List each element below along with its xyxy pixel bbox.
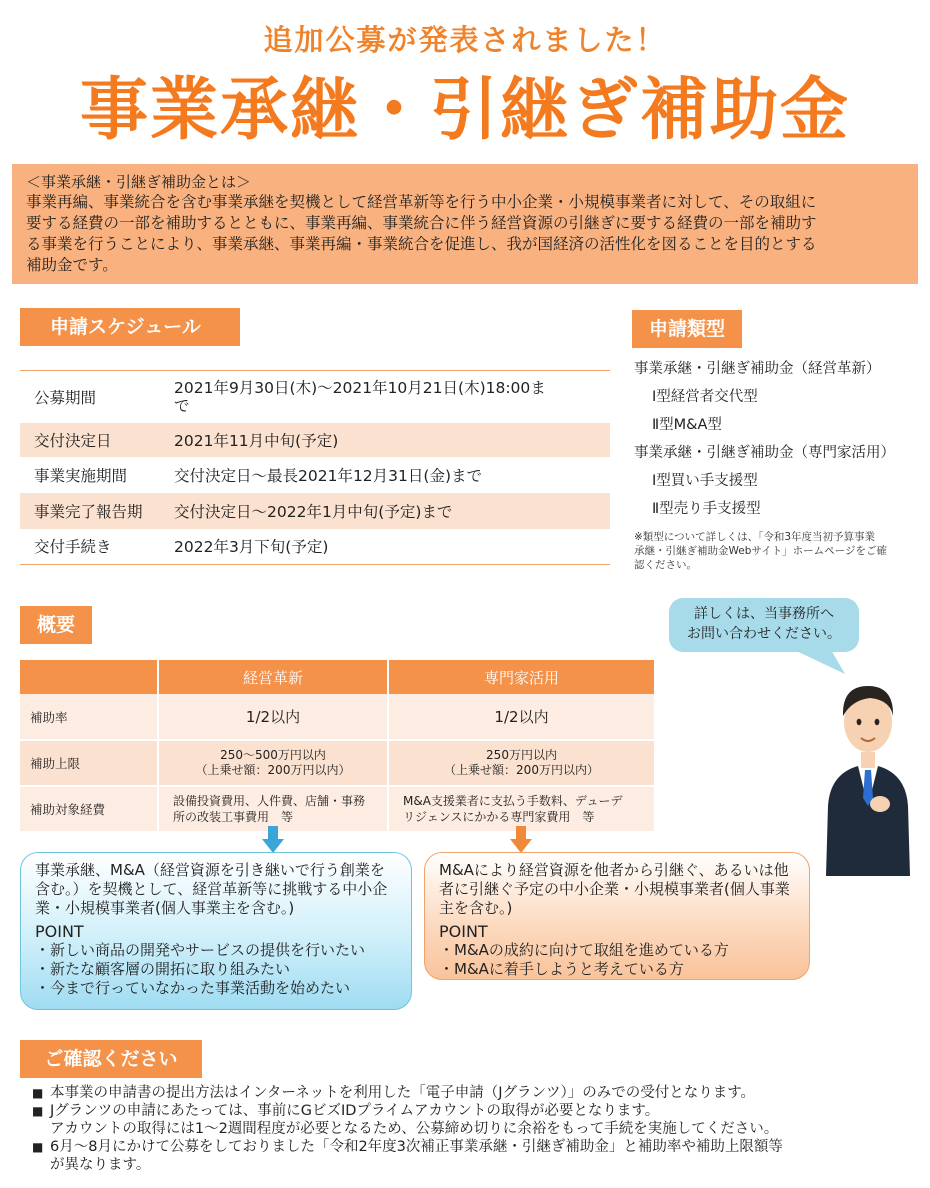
table-header-row xyxy=(20,660,655,694)
arrow-down-icon xyxy=(510,826,532,854)
table-row xyxy=(20,694,655,740)
types-list xyxy=(634,355,924,523)
about-line: 要する経費の一部を補助するとともに、事業再編、事業統合に伴う経営資源の引継ぎに要する経費の一部を補助す xyxy=(26,214,817,232)
management-innovation-box xyxy=(20,852,412,1010)
box-line: 含む。）を契機として、経営革新等に挑戦する中小企 xyxy=(35,880,388,898)
box-line: 事業承継、M&A（経営資源を引き継いで行う創業を xyxy=(35,861,385,879)
overview-key: 補助上限 xyxy=(20,740,158,786)
about-line: 事業再編、事業統合を含む事業承継を契機として経営革新等を行う中小企業・小規模事業者に対して、その取組に xyxy=(26,193,817,211)
schedule-key: 交付決定日 xyxy=(34,431,112,450)
column-header-empty xyxy=(20,660,158,694)
speech-bubble xyxy=(669,598,859,652)
expert-utilization-box xyxy=(424,852,810,980)
box-line: 業・小規模事業者(個人事業主を含む。) xyxy=(35,899,295,917)
confirm-text: 6月～8月にかけて公募をしておりました「令和2年度3次補正事業承継・引継ぎ補助金」と補助率や補助上限額等 xyxy=(50,1139,783,1155)
types-label: 申請類型 xyxy=(632,310,742,348)
table-row xyxy=(20,423,610,457)
overview-table xyxy=(20,660,656,833)
schedule-value xyxy=(160,371,610,423)
schedule-value: 2021年11月中旬(予定) xyxy=(174,431,339,450)
schedule-value-line: で xyxy=(174,396,190,415)
overview-value-line: リジェンスにかかる専門家費用 等 xyxy=(403,810,595,824)
table-row xyxy=(20,740,655,786)
overview-value-line: 設備投資費用、人件費、店舗・事務 xyxy=(173,794,366,808)
table-row xyxy=(20,529,610,565)
point-heading: POINT xyxy=(35,922,84,941)
about-section xyxy=(12,164,918,284)
confirm-label: ご確認ください xyxy=(20,1040,202,1078)
box-line: 主を含む。) xyxy=(439,899,513,917)
overview-value-line: 250万円以内 xyxy=(486,748,557,762)
schedule-table xyxy=(20,370,610,565)
square-bullet-icon: ■ xyxy=(32,1104,44,1118)
square-bullet-icon: ■ xyxy=(32,1086,44,1100)
speech-line: 詳しくは、当事務所へ xyxy=(694,606,834,622)
type-item: 事業承継・引継ぎ補助金（専門家活用） xyxy=(634,445,895,461)
schedule-value: 交付決定日～最長2021年12月31日(金)まで xyxy=(174,466,482,485)
announcement-subtitle: 追加公募が発表されました！ xyxy=(263,23,667,57)
overview-key: 補助対象経費 xyxy=(20,786,158,832)
businessman-illustration-icon xyxy=(818,656,918,876)
page-title: 事業承継・引継ぎ補助金 xyxy=(79,71,850,150)
point-item: ・M&Aの成約に向けて取組を進めている方 xyxy=(439,941,729,959)
overview-value-line: （上乗せ額：200万円以内） xyxy=(195,763,351,777)
confirm-list xyxy=(32,1084,912,1174)
point-item: ・M&Aに着手しようと考えている方 xyxy=(439,960,684,978)
box-line: 者に引継ぐ予定の中小企業・小規模事業者(個人事業 xyxy=(439,880,790,898)
arrow-down-icon xyxy=(262,826,284,854)
box-line: M&Aにより経営資源を他者から引継ぐ、あるいは他 xyxy=(439,861,789,879)
confirm-text: が異なります。 xyxy=(50,1157,151,1173)
confirm-text: Jグランツの申請にあたっては、事前にGビズIDプライムアカウントの取得が必要となります。 xyxy=(50,1103,660,1119)
schedule-value: 交付決定日～2022年1月中旬(予定)まで xyxy=(174,502,453,521)
overview-value: 1/2以内 xyxy=(158,694,388,740)
overview-value-line: 所の改装工事費用 等 xyxy=(173,810,294,824)
list-item xyxy=(32,1138,912,1156)
type-item: Ⅰ型買い手支援型 xyxy=(652,473,758,489)
note-line: 認ください。 xyxy=(634,559,697,571)
schedule-key: 公募期間 xyxy=(34,388,97,407)
type-item: Ⅱ型売り手支援型 xyxy=(652,501,761,517)
about-heading: ＜事業承継・引継ぎ補助金とは＞ xyxy=(26,173,252,191)
schedule-label: 申請スケジュール xyxy=(20,308,240,346)
type-item: Ⅰ型経営者交代型 xyxy=(652,389,758,405)
overview-key: 補助率 xyxy=(20,694,158,740)
schedule-key: 交付手続き xyxy=(34,538,112,557)
note-line: ※類型について詳しくは、「令和3年度当初予算事業 xyxy=(634,531,876,543)
speech-line: お問い合わせください。 xyxy=(687,626,841,642)
overview-value-line: 250～500万円以内 xyxy=(220,748,326,762)
list-item xyxy=(32,1084,912,1102)
about-line: 補助金です。 xyxy=(26,256,118,274)
table-row xyxy=(20,493,610,529)
overview-value: 1/2以内 xyxy=(388,694,655,740)
point-item: ・今まで行っていなかった事業活動を始めたい xyxy=(35,979,351,997)
confirm-text: アカウントの取得には1～2週間程度が必要となるため、公募締め切りに余裕をもって手続を実施してください。 xyxy=(50,1121,779,1137)
about-line: る事業を行うことにより、事業承継、事業再編・事業統合を促進し、我が国経済の活性化を図ることを目的とする xyxy=(26,235,817,253)
table-row xyxy=(20,786,655,832)
overview-value-line: （上乗せ額：200万円以内） xyxy=(444,763,599,777)
point-item: ・新しい商品の開発やサービスの提供を行いたい xyxy=(35,941,366,959)
point-heading: POINT xyxy=(439,922,488,941)
type-item: Ⅱ型M&A型 xyxy=(652,417,722,433)
square-bullet-icon: ■ xyxy=(32,1140,44,1154)
overview-value xyxy=(388,740,655,786)
schedule-value-line: 2021年9月30日(木)～2021年10月21日(木)18:00ま xyxy=(174,378,546,397)
schedule-key: 事業完了報告期 xyxy=(34,502,143,521)
confirm-text: 本事業の申請書の提出方法はインターネットを利用した「電子申請（Jグランツ）」のみでの受付となります。 xyxy=(50,1085,756,1101)
column-header: 経営革新 xyxy=(158,660,388,694)
overview-value-line: M&A支援業者に支払う手数料、デューデ xyxy=(403,794,623,808)
overview-label: 概要 xyxy=(20,606,92,644)
type-item: 事業承継・引継ぎ補助金（経営革新） xyxy=(634,361,881,377)
table-row xyxy=(20,457,610,493)
note-line: 承継・引継ぎ補助金Webサイト」ホームページをご確 xyxy=(634,545,887,557)
overview-value xyxy=(158,740,388,786)
schedule-value: 2022年3月下旬(予定) xyxy=(174,538,329,557)
table-row xyxy=(20,371,610,423)
list-item xyxy=(32,1102,912,1120)
schedule-key: 事業実施期間 xyxy=(34,466,128,485)
column-header: 専門家活用 xyxy=(388,660,655,694)
types-note xyxy=(634,530,924,572)
point-item: ・新たな顧客層の開拓に取り組みたい xyxy=(35,960,291,978)
